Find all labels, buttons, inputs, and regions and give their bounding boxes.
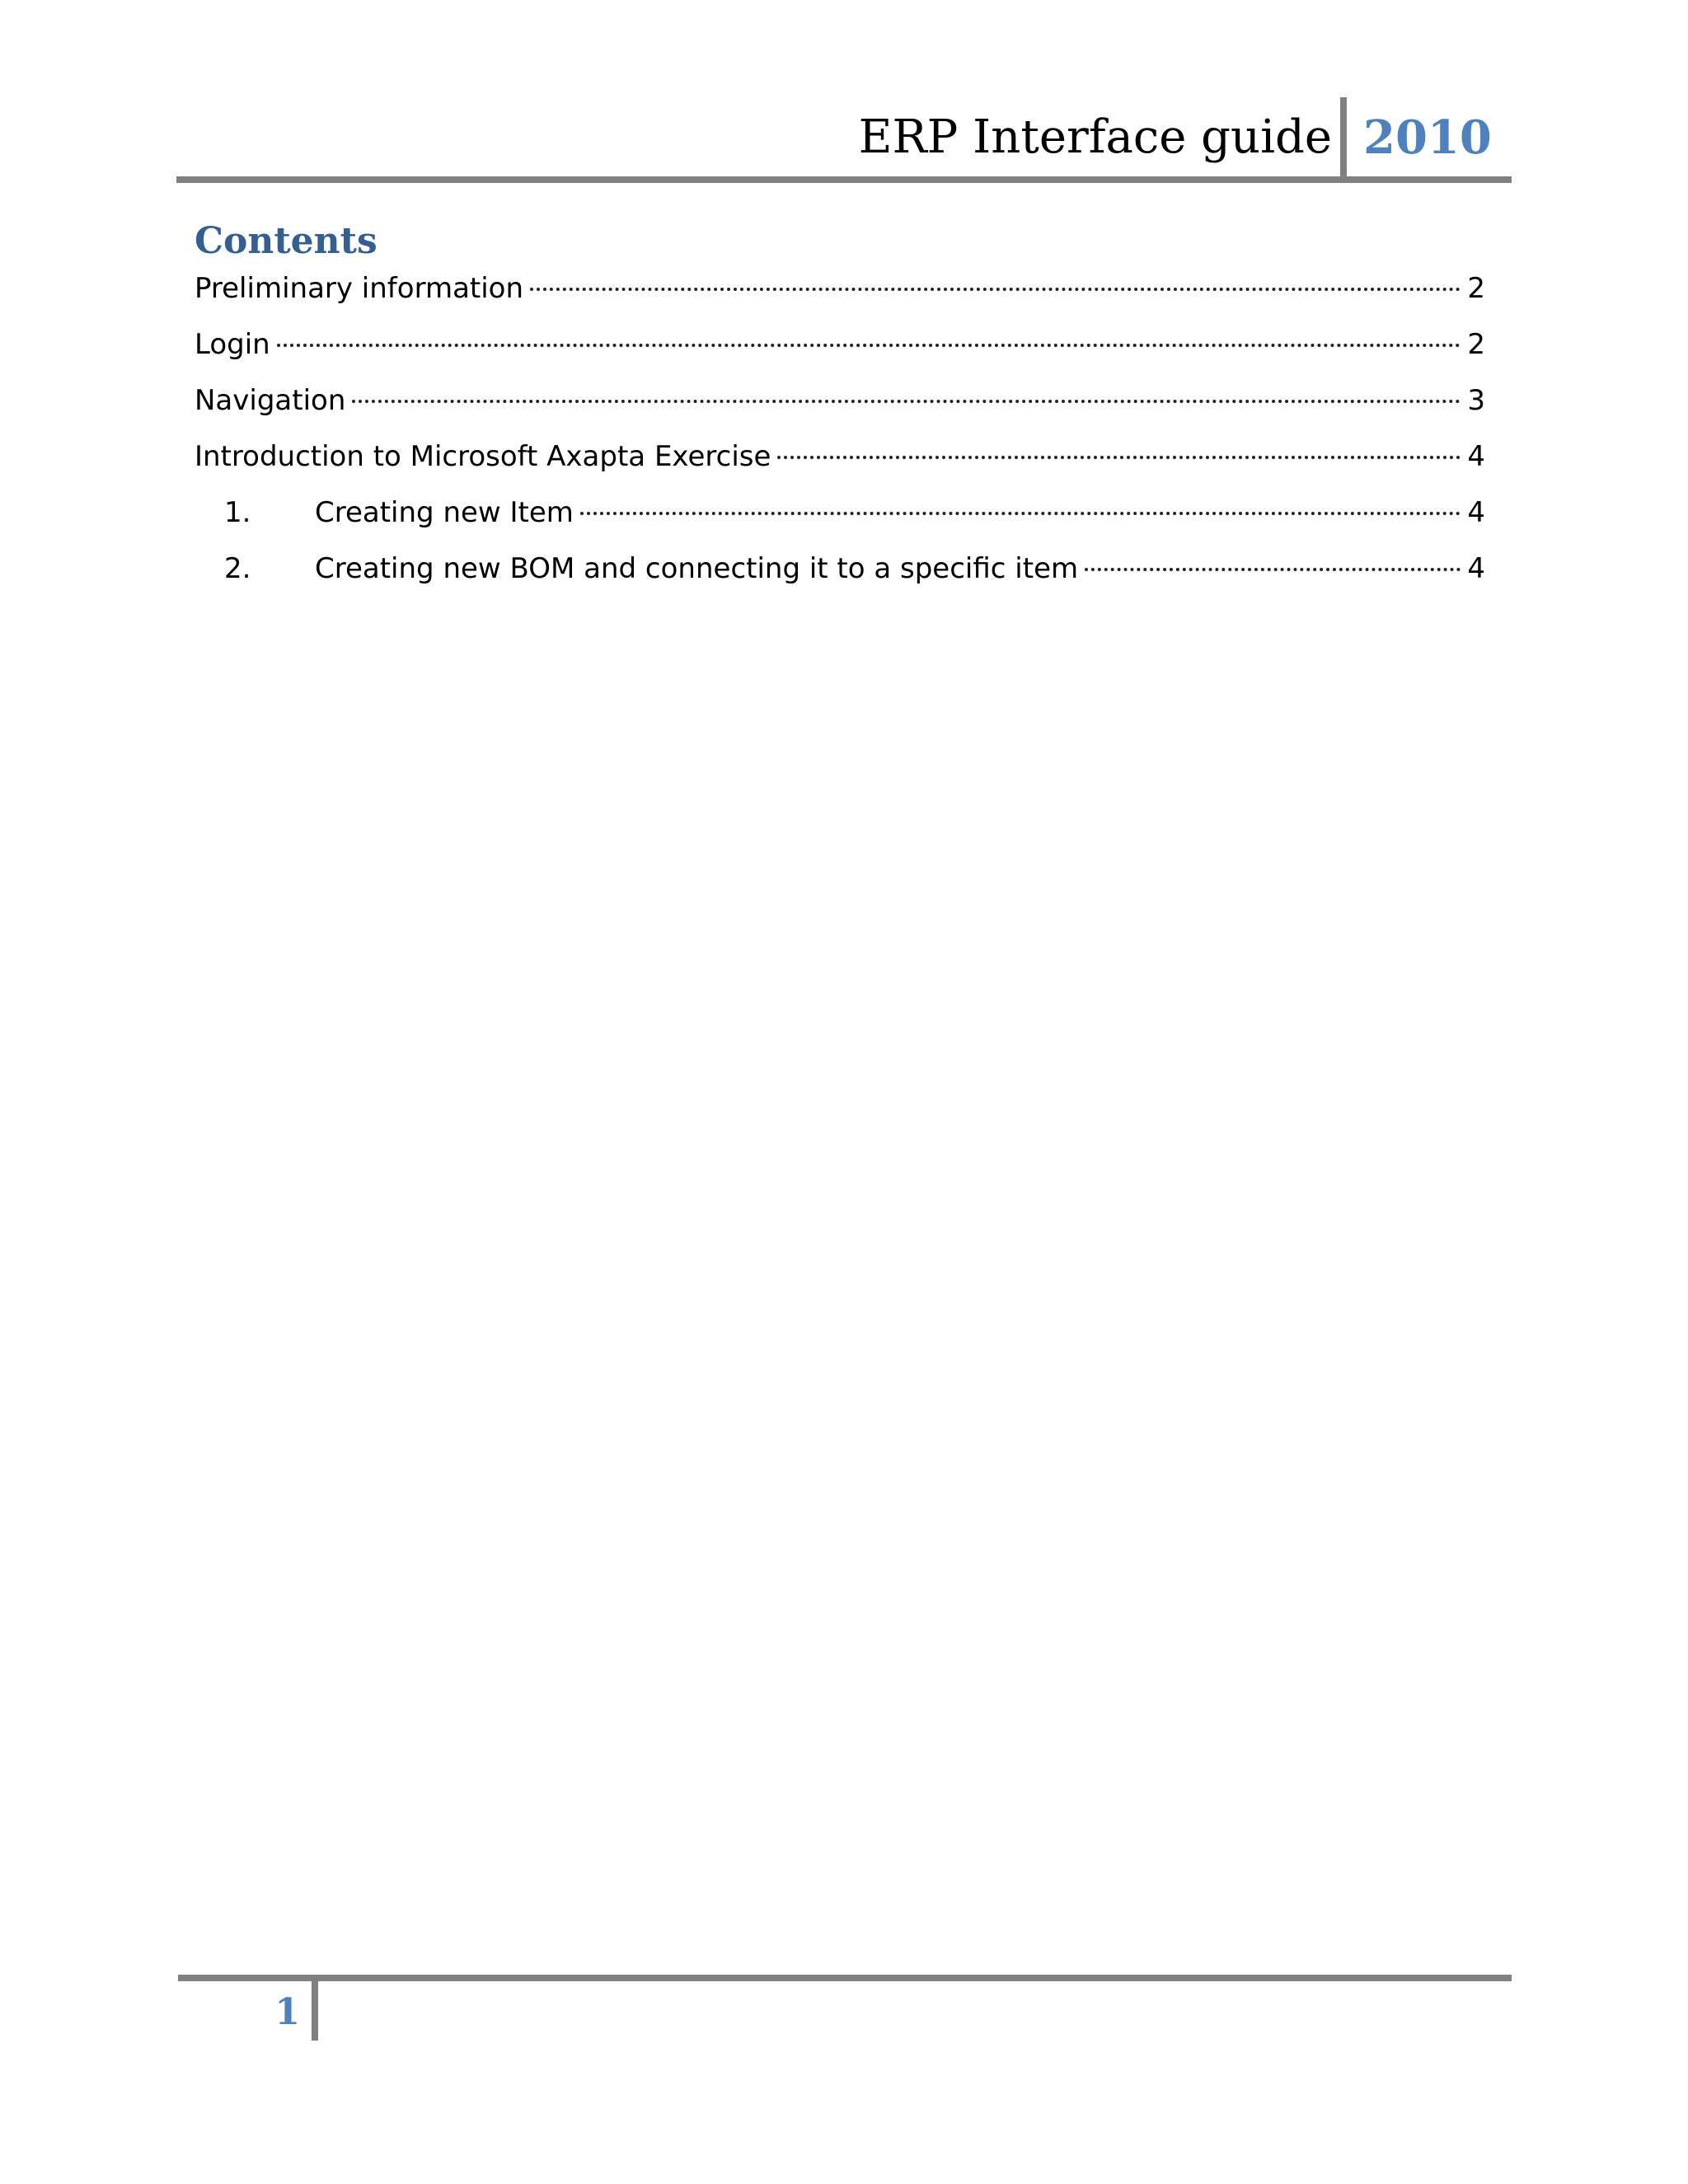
toc-entry-login[interactable] — [195, 321, 1485, 377]
toc-dot-leader — [277, 344, 1461, 347]
toc-entry-page: 4 — [1467, 440, 1485, 473]
page-header — [176, 97, 1512, 183]
toc-entry-number: 2. — [224, 552, 251, 585]
toc-entry-title: Creating new Item — [315, 496, 574, 529]
page-number: 1 — [274, 1991, 300, 2033]
toc-dot-leader — [777, 456, 1461, 459]
toc-dot-leader — [1085, 568, 1461, 571]
toc-entry-title: Introduction to Microsoft Axapta Exercise — [195, 440, 771, 473]
toc-entry-page: 2 — [1467, 272, 1485, 305]
toc-entry-title: Preliminary information — [195, 272, 524, 305]
header-divider — [1340, 97, 1347, 178]
toc-entry-creating-new-bom[interactable] — [195, 546, 1485, 602]
toc-dot-leader — [580, 512, 1461, 515]
document-title: ERP Interface guide — [858, 110, 1332, 164]
document-year: 2010 — [1363, 110, 1492, 165]
toc-entry-page: 4 — [1467, 552, 1485, 585]
toc-dot-leader — [530, 288, 1461, 291]
table-of-contents — [195, 265, 1485, 602]
toc-dot-leader — [352, 400, 1461, 403]
toc-entry-page: 4 — [1467, 496, 1485, 529]
contents-heading: Contents — [195, 220, 377, 262]
toc-entry-number: 1. — [224, 496, 251, 529]
footer-divider — [312, 1975, 318, 2041]
header-rule — [176, 176, 1512, 183]
toc-entry-preliminary-information[interactable] — [195, 265, 1485, 321]
toc-entry-creating-new-item[interactable] — [195, 490, 1485, 546]
toc-entry-page: 2 — [1467, 328, 1485, 361]
footer-rule — [178, 1975, 1512, 1981]
toc-entry-title: Creating new BOM and connecting it to a specific item — [315, 552, 1079, 585]
toc-entry-title: Navigation — [195, 384, 346, 417]
page-footer — [178, 1975, 1512, 2049]
toc-entry-page: 3 — [1467, 384, 1485, 417]
toc-entry-introduction-axapta-exercise[interactable] — [195, 434, 1485, 490]
toc-entry-title: Login — [195, 328, 270, 361]
toc-entry-navigation[interactable] — [195, 377, 1485, 434]
